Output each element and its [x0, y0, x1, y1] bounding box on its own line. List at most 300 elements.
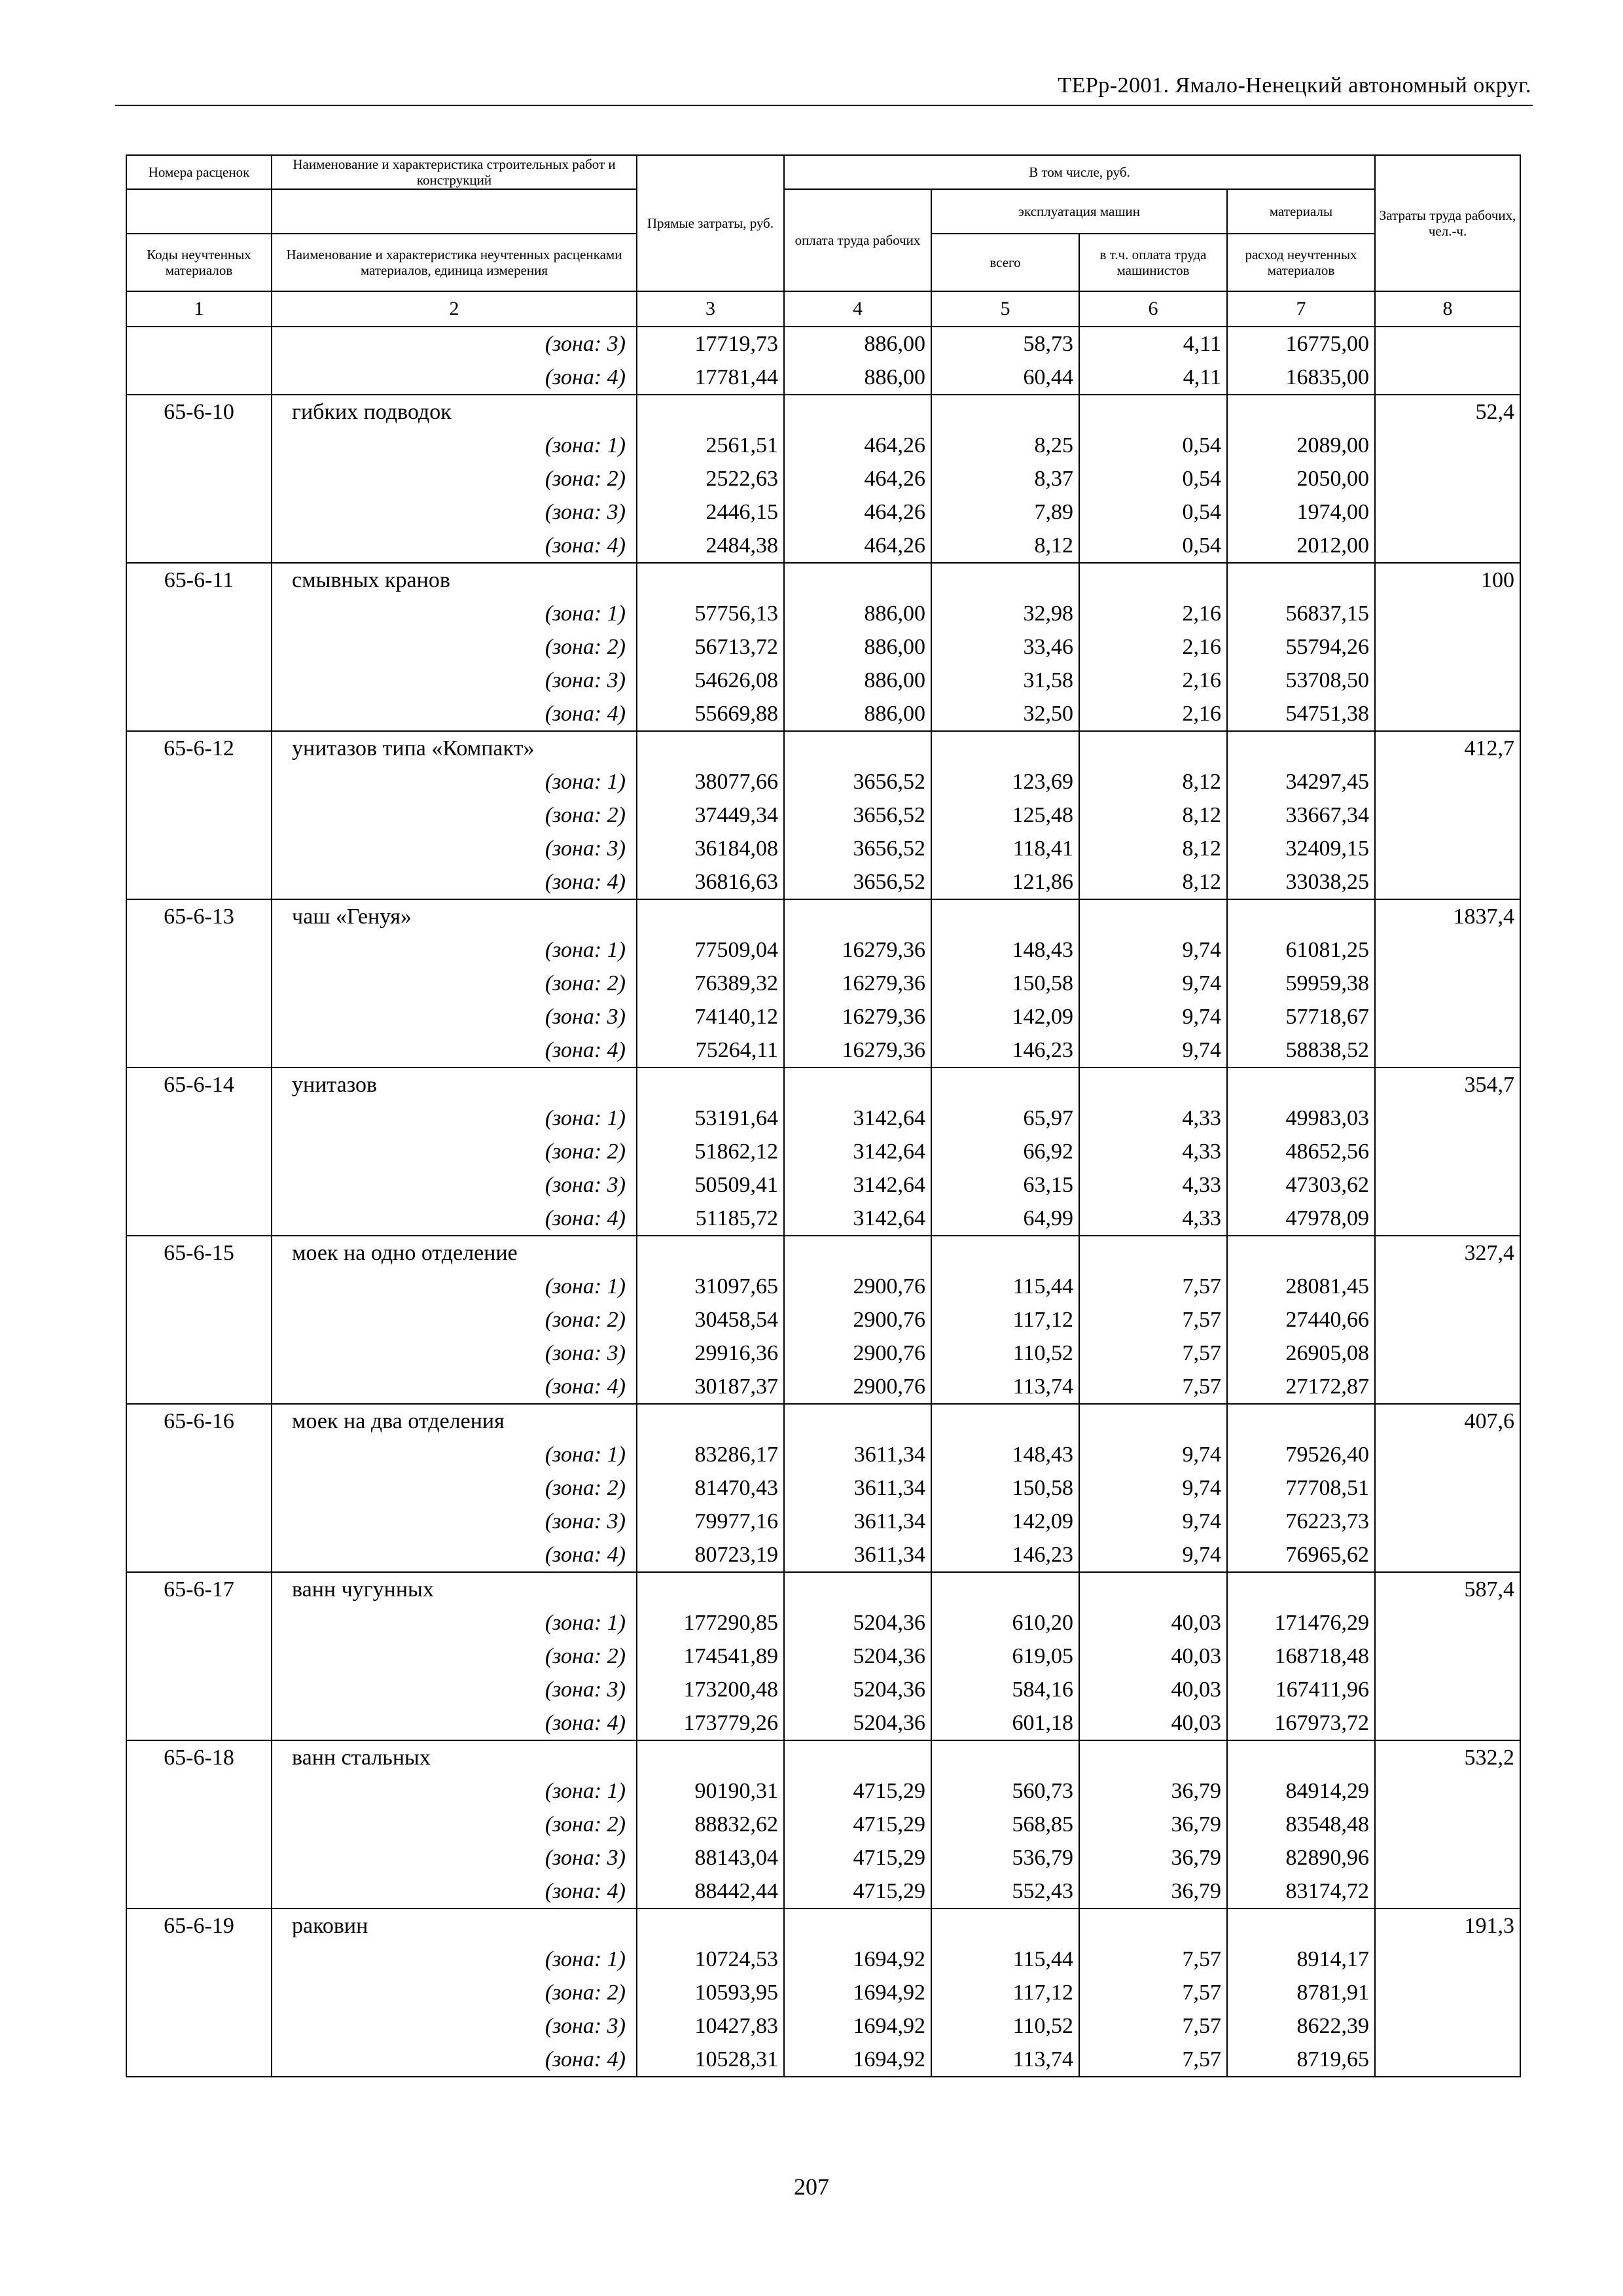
empty-cell — [784, 731, 931, 765]
empty-cell — [1375, 865, 1520, 899]
empty-cell — [1375, 1336, 1520, 1370]
empty-cell — [1079, 899, 1227, 933]
empty-cell — [1079, 1572, 1227, 1606]
table-row — [126, 2043, 1520, 2077]
direct-costs: 88143,04 — [637, 1841, 784, 1874]
empty-cell — [126, 361, 272, 395]
labor-pay: 1694,92 — [784, 1943, 931, 1976]
table-row — [126, 933, 1520, 967]
machinists-pay: 2,16 — [1079, 664, 1227, 697]
empty-cell — [1375, 1033, 1520, 1067]
materials-unaccounted: 16775,00 — [1227, 327, 1375, 361]
zone-label: (зона: 2) — [272, 1976, 637, 2009]
empty-cell — [126, 798, 272, 832]
labor-pay: 3656,52 — [784, 765, 931, 798]
empty-cell — [126, 865, 272, 899]
direct-costs: 173779,26 — [637, 1706, 784, 1740]
empty-cell — [637, 1067, 784, 1102]
machines-total: 64,99 — [931, 1202, 1079, 1236]
empty-cell — [126, 1673, 272, 1706]
rate-code: 65-6-10 — [126, 395, 272, 429]
machinists-pay: 0,54 — [1079, 529, 1227, 563]
machinists-pay: 2,16 — [1079, 697, 1227, 731]
table-row — [126, 865, 1520, 899]
empty-cell — [1375, 1976, 1520, 2009]
zone-label: (зона: 4) — [272, 1370, 637, 1404]
table-row — [126, 529, 1520, 563]
machinists-pay: 7,57 — [1079, 1270, 1227, 1303]
zone-label: (зона: 3) — [272, 1841, 637, 1874]
direct-costs: 36184,08 — [637, 832, 784, 865]
direct-costs: 88832,62 — [637, 1808, 784, 1841]
direct-costs: 55669,88 — [637, 697, 784, 731]
materials-unaccounted: 77708,51 — [1227, 1471, 1375, 1505]
labor-pay: 2900,76 — [784, 1370, 931, 1404]
empty-cell — [637, 395, 784, 429]
labor-pay: 1694,92 — [784, 1976, 931, 2009]
machinists-pay: 2,16 — [1079, 597, 1227, 630]
price-table — [126, 154, 1521, 2077]
labor-pay: 464,26 — [784, 429, 931, 462]
empty-cell — [1375, 1168, 1520, 1202]
table-row — [126, 1471, 1520, 1505]
empty-cell — [126, 933, 272, 967]
table-row — [126, 664, 1520, 697]
work-name: ванн чугунных — [272, 1572, 637, 1606]
labor-hours: 412,7 — [1375, 731, 1520, 765]
table-row-heading — [126, 1909, 1520, 1943]
machinists-pay: 4,11 — [1079, 361, 1227, 395]
rate-code: 65-6-18 — [126, 1740, 272, 1774]
zone-label: (зона: 1) — [272, 1774, 637, 1808]
empty-cell — [1375, 1706, 1520, 1740]
empty-cell — [1079, 1236, 1227, 1270]
empty-cell — [1375, 765, 1520, 798]
empty-cell — [126, 1438, 272, 1471]
empty-cell — [1227, 1572, 1375, 1606]
table-row — [126, 832, 1520, 865]
work-name: моек на два отделения — [272, 1404, 637, 1438]
empty-cell — [1375, 2009, 1520, 2043]
empty-cell — [1375, 967, 1520, 1000]
table-row — [126, 1538, 1520, 1572]
table-row — [126, 1774, 1520, 1808]
table-row — [126, 798, 1520, 832]
materials-unaccounted: 16835,00 — [1227, 361, 1375, 395]
empty-cell — [1375, 1270, 1520, 1303]
materials-unaccounted: 61081,25 — [1227, 933, 1375, 967]
empty-cell — [126, 1102, 272, 1135]
machines-total: 110,52 — [931, 2009, 1079, 2043]
labor-pay: 886,00 — [784, 597, 931, 630]
direct-costs: 37449,34 — [637, 798, 784, 832]
materials-unaccounted: 27440,66 — [1227, 1303, 1375, 1336]
table-row-heading — [126, 1236, 1520, 1270]
machinists-pay: 9,74 — [1079, 967, 1227, 1000]
zone-label: (зона: 4) — [272, 1706, 637, 1740]
machinists-pay: 7,57 — [1079, 1976, 1227, 2009]
empty-cell — [931, 1572, 1079, 1606]
direct-costs: 30458,54 — [637, 1303, 784, 1336]
empty-cell — [1079, 1909, 1227, 1943]
empty-cell — [784, 395, 931, 429]
materials-unaccounted: 55794,26 — [1227, 630, 1375, 664]
machinists-pay: 9,74 — [1079, 1471, 1227, 1505]
zone-label: (зона: 3) — [272, 327, 637, 361]
labor-pay: 4715,29 — [784, 1808, 931, 1841]
empty-cell — [126, 2043, 272, 2077]
empty-cell — [126, 1270, 272, 1303]
empty-cell — [1375, 327, 1520, 361]
machinists-pay: 7,57 — [1079, 1303, 1227, 1336]
direct-costs: 57756,13 — [637, 597, 784, 630]
empty-cell — [1375, 495, 1520, 529]
empty-cell — [1375, 361, 1520, 395]
table-row — [126, 429, 1520, 462]
labor-hours: 532,2 — [1375, 1740, 1520, 1774]
empty-cell — [784, 563, 931, 597]
labor-pay: 886,00 — [784, 664, 931, 697]
zone-label: (зона: 2) — [272, 462, 637, 495]
empty-cell — [1375, 429, 1520, 462]
machinists-pay: 9,74 — [1079, 1033, 1227, 1067]
machines-total: 118,41 — [931, 832, 1079, 865]
table-row-heading — [126, 563, 1520, 597]
machines-total: 150,58 — [931, 1471, 1079, 1505]
machines-total: 584,16 — [931, 1673, 1079, 1706]
machines-total: 110,52 — [931, 1336, 1079, 1370]
labor-hours: 191,3 — [1375, 1909, 1520, 1943]
header-name-top: Наименование и характеристика строительных работ и конструкций — [272, 155, 637, 189]
zone-label: (зона: 4) — [272, 529, 637, 563]
machinists-pay: 40,03 — [1079, 1673, 1227, 1706]
direct-costs: 2446,15 — [637, 495, 784, 529]
work-name: унитазов типа «Компакт» — [272, 731, 637, 765]
empty-cell — [931, 1909, 1079, 1943]
empty-cell — [126, 1370, 272, 1404]
machinists-pay: 7,57 — [1079, 1336, 1227, 1370]
labor-pay: 3142,64 — [784, 1202, 931, 1236]
machinists-pay: 7,57 — [1079, 2009, 1227, 2043]
materials-unaccounted: 2012,00 — [1227, 529, 1375, 563]
machinists-pay: 8,12 — [1079, 865, 1227, 899]
direct-costs: 74140,12 — [637, 1000, 784, 1033]
work-name: раковин — [272, 1909, 637, 1943]
empty-cell — [784, 1067, 931, 1102]
empty-cell — [784, 1404, 931, 1438]
zone-label: (зона: 2) — [272, 967, 637, 1000]
machines-total: 33,46 — [931, 630, 1079, 664]
direct-costs: 29916,36 — [637, 1336, 784, 1370]
empty-cell — [931, 1236, 1079, 1270]
table-body — [126, 327, 1520, 2077]
work-name: унитазов — [272, 1067, 637, 1102]
materials-unaccounted: 8719,65 — [1227, 2043, 1375, 2077]
empty-cell — [126, 1706, 272, 1740]
table-row — [126, 1841, 1520, 1874]
zone-label: (зона: 4) — [272, 865, 637, 899]
machinists-pay: 9,74 — [1079, 1505, 1227, 1538]
table-row — [126, 1976, 1520, 2009]
zone-label: (зона: 4) — [272, 1033, 637, 1067]
empty-cell — [1227, 563, 1375, 597]
header-incl: В том числе, руб. — [784, 155, 1375, 189]
direct-costs: 10724,53 — [637, 1943, 784, 1976]
column-number: 3 — [637, 291, 784, 327]
zone-label: (зона: 4) — [272, 361, 637, 395]
empty-cell — [1227, 395, 1375, 429]
machinists-pay: 4,11 — [1079, 327, 1227, 361]
labor-pay: 3611,34 — [784, 1538, 931, 1572]
machinists-pay: 9,74 — [1079, 933, 1227, 967]
empty-cell — [1079, 731, 1227, 765]
labor-pay: 1694,92 — [784, 2009, 931, 2043]
rate-code: 65-6-15 — [126, 1236, 272, 1270]
empty-cell — [126, 1874, 272, 1909]
labor-pay: 4715,29 — [784, 1874, 931, 1909]
direct-costs: 76389,32 — [637, 967, 784, 1000]
direct-costs: 51862,12 — [637, 1135, 784, 1168]
machines-total: 7,89 — [931, 495, 1079, 529]
empty-cell — [126, 1606, 272, 1640]
rate-code: 65-6-13 — [126, 899, 272, 933]
labor-pay: 3142,64 — [784, 1135, 931, 1168]
machines-total: 60,44 — [931, 361, 1079, 395]
labor-pay: 16279,36 — [784, 933, 931, 967]
empty-cell — [126, 2009, 272, 2043]
empty-cell — [1227, 1740, 1375, 1774]
table-row — [126, 1370, 1520, 1404]
machines-total: 115,44 — [931, 1943, 1079, 1976]
zone-label: (зона: 4) — [272, 1202, 637, 1236]
machines-total: 146,23 — [931, 1538, 1079, 1572]
empty-cell — [126, 327, 272, 361]
labor-pay: 3611,34 — [784, 1438, 931, 1471]
column-number: 8 — [1375, 291, 1520, 327]
zone-label: (зона: 3) — [272, 1673, 637, 1706]
materials-unaccounted: 54751,38 — [1227, 697, 1375, 731]
empty-cell — [931, 395, 1079, 429]
direct-costs: 54626,08 — [637, 664, 784, 697]
direct-costs: 17719,73 — [637, 327, 784, 361]
empty-cell — [1227, 1067, 1375, 1102]
machinists-pay: 0,54 — [1079, 429, 1227, 462]
labor-pay: 3656,52 — [784, 798, 931, 832]
table-row — [126, 495, 1520, 529]
machines-total: 117,12 — [931, 1303, 1079, 1336]
empty-cell — [1375, 1606, 1520, 1640]
empty-cell — [1375, 1135, 1520, 1168]
empty-cell — [1375, 1102, 1520, 1135]
materials-unaccounted: 8622,39 — [1227, 2009, 1375, 2043]
machines-total: 142,09 — [931, 1000, 1079, 1033]
table-row-heading — [126, 899, 1520, 933]
empty-cell — [637, 563, 784, 597]
machinists-pay: 36,79 — [1079, 1774, 1227, 1808]
zone-label: (зона: 1) — [272, 1943, 637, 1976]
empty-cell — [126, 1000, 272, 1033]
zone-label: (зона: 3) — [272, 495, 637, 529]
header-machinists-pay: в т.ч. оплата труда машинистов — [1079, 234, 1227, 291]
materials-unaccounted: 82890,96 — [1227, 1841, 1375, 1874]
zone-label: (зона: 1) — [272, 933, 637, 967]
column-number: 4 — [784, 291, 931, 327]
labor-hours: 52,4 — [1375, 395, 1520, 429]
machinists-pay: 7,57 — [1079, 1943, 1227, 1976]
zone-label: (зона: 2) — [272, 1303, 637, 1336]
direct-costs: 10427,83 — [637, 2009, 784, 2043]
machines-total: 568,85 — [931, 1808, 1079, 1841]
rate-code: 65-6-12 — [126, 731, 272, 765]
labor-pay: 2900,76 — [784, 1303, 931, 1336]
table-row — [126, 1135, 1520, 1168]
materials-unaccounted: 2089,00 — [1227, 429, 1375, 462]
machinists-pay: 9,74 — [1079, 1000, 1227, 1033]
empty-cell — [126, 697, 272, 731]
machines-total: 619,05 — [931, 1640, 1079, 1673]
empty-cell — [1079, 1404, 1227, 1438]
direct-costs: 2522,63 — [637, 462, 784, 495]
machines-total: 113,74 — [931, 1370, 1079, 1404]
empty-cell — [126, 1033, 272, 1067]
machinists-pay: 0,54 — [1079, 495, 1227, 529]
labor-pay: 5204,36 — [784, 1606, 931, 1640]
labor-pay: 886,00 — [784, 630, 931, 664]
work-name: моек на одно отделение — [272, 1236, 637, 1270]
table-row — [126, 1270, 1520, 1303]
labor-pay: 4715,29 — [784, 1841, 931, 1874]
zone-label: (зона: 4) — [272, 1538, 637, 1572]
empty-cell — [126, 664, 272, 697]
empty-cell — [1375, 1505, 1520, 1538]
labor-hours: 587,4 — [1375, 1572, 1520, 1606]
direct-costs: 10528,31 — [637, 2043, 784, 2077]
materials-unaccounted: 28081,45 — [1227, 1270, 1375, 1303]
labor-pay: 16279,36 — [784, 1033, 931, 1067]
empty-cell — [1079, 395, 1227, 429]
empty-cell — [1375, 529, 1520, 563]
machines-total: 65,97 — [931, 1102, 1079, 1135]
empty-cell — [1375, 1774, 1520, 1808]
empty-cell — [1227, 899, 1375, 933]
zone-label: (зона: 2) — [272, 1808, 637, 1841]
materials-unaccounted: 47978,09 — [1227, 1202, 1375, 1236]
empty-cell — [637, 731, 784, 765]
direct-costs: 30187,37 — [637, 1370, 784, 1404]
zone-label: (зона: 3) — [272, 1000, 637, 1033]
table-row-heading — [126, 731, 1520, 765]
labor-pay: 16279,36 — [784, 1000, 931, 1033]
empty-cell — [1079, 563, 1227, 597]
labor-hours: 354,7 — [1375, 1067, 1520, 1102]
empty-cell — [126, 967, 272, 1000]
rate-code: 65-6-16 — [126, 1404, 272, 1438]
empty-cell — [637, 1909, 784, 1943]
table-row — [126, 1202, 1520, 1236]
empty-cell — [126, 1336, 272, 1370]
empty-cell — [126, 630, 272, 664]
empty-cell — [126, 1943, 272, 1976]
empty-cell — [1375, 1303, 1520, 1336]
empty-cell — [637, 1236, 784, 1270]
labor-pay: 464,26 — [784, 529, 931, 563]
machinists-pay: 40,03 — [1079, 1606, 1227, 1640]
labor-hours: 407,6 — [1375, 1404, 1520, 1438]
machinists-pay: 36,79 — [1079, 1874, 1227, 1909]
empty-cell — [1375, 1673, 1520, 1706]
labor-pay: 886,00 — [784, 327, 931, 361]
direct-costs: 174541,89 — [637, 1640, 784, 1673]
column-number: 7 — [1227, 291, 1375, 327]
zone-label: (зона: 1) — [272, 1438, 637, 1471]
labor-pay: 3656,52 — [784, 832, 931, 865]
empty-cell — [784, 1236, 931, 1270]
machines-total: 148,43 — [931, 1438, 1079, 1471]
machinists-pay: 36,79 — [1079, 1808, 1227, 1841]
empty-cell — [784, 1740, 931, 1774]
empty-cell — [637, 899, 784, 933]
zone-label: (зона: 3) — [272, 1505, 637, 1538]
direct-costs: 77509,04 — [637, 933, 784, 967]
materials-unaccounted: 171476,29 — [1227, 1606, 1375, 1640]
table-row — [126, 1606, 1520, 1640]
labor-pay: 3656,52 — [784, 865, 931, 899]
rate-code: 65-6-17 — [126, 1572, 272, 1606]
labor-pay: 3142,64 — [784, 1168, 931, 1202]
rate-code: 65-6-19 — [126, 1909, 272, 1943]
direct-costs: 38077,66 — [637, 765, 784, 798]
materials-unaccounted: 47303,62 — [1227, 1168, 1375, 1202]
labor-hours: 1837,4 — [1375, 899, 1520, 933]
machines-total: 150,58 — [931, 967, 1079, 1000]
direct-costs: 2484,38 — [637, 529, 784, 563]
zone-label: (зона: 1) — [272, 1102, 637, 1135]
machines-total: 113,74 — [931, 2043, 1079, 2077]
table-row — [126, 1168, 1520, 1202]
machines-total: 58,73 — [931, 327, 1079, 361]
direct-costs: 10593,95 — [637, 1976, 784, 2009]
empty-cell — [1375, 1370, 1520, 1404]
header-materials: материалы — [1227, 189, 1375, 234]
machines-total: 142,09 — [931, 1505, 1079, 1538]
materials-unaccounted: 8914,17 — [1227, 1943, 1375, 1976]
empty-cell — [126, 1640, 272, 1673]
materials-unaccounted: 53708,50 — [1227, 664, 1375, 697]
materials-unaccounted: 34297,45 — [1227, 765, 1375, 798]
table-row — [126, 1102, 1520, 1135]
empty-cell — [784, 899, 931, 933]
table-row-heading — [126, 1572, 1520, 1606]
zone-label: (зона: 1) — [272, 1270, 637, 1303]
empty-cell — [1227, 1236, 1375, 1270]
column-number: 1 — [126, 291, 272, 327]
empty-cell — [126, 1774, 272, 1808]
table-row — [126, 967, 1520, 1000]
empty-cell — [1375, 597, 1520, 630]
labor-pay: 5204,36 — [784, 1673, 931, 1706]
empty-cell — [1227, 731, 1375, 765]
empty-cell — [126, 1168, 272, 1202]
empty-cell — [126, 1538, 272, 1572]
machines-total: 610,20 — [931, 1606, 1079, 1640]
machines-total: 125,48 — [931, 798, 1079, 832]
empty-cell — [126, 529, 272, 563]
zone-label: (зона: 4) — [272, 1874, 637, 1909]
empty-cell — [1375, 933, 1520, 967]
zone-label: (зона: 2) — [272, 1471, 637, 1505]
materials-unaccounted: 83548,48 — [1227, 1808, 1375, 1841]
header-codes-top: Номера расценок — [126, 155, 272, 189]
